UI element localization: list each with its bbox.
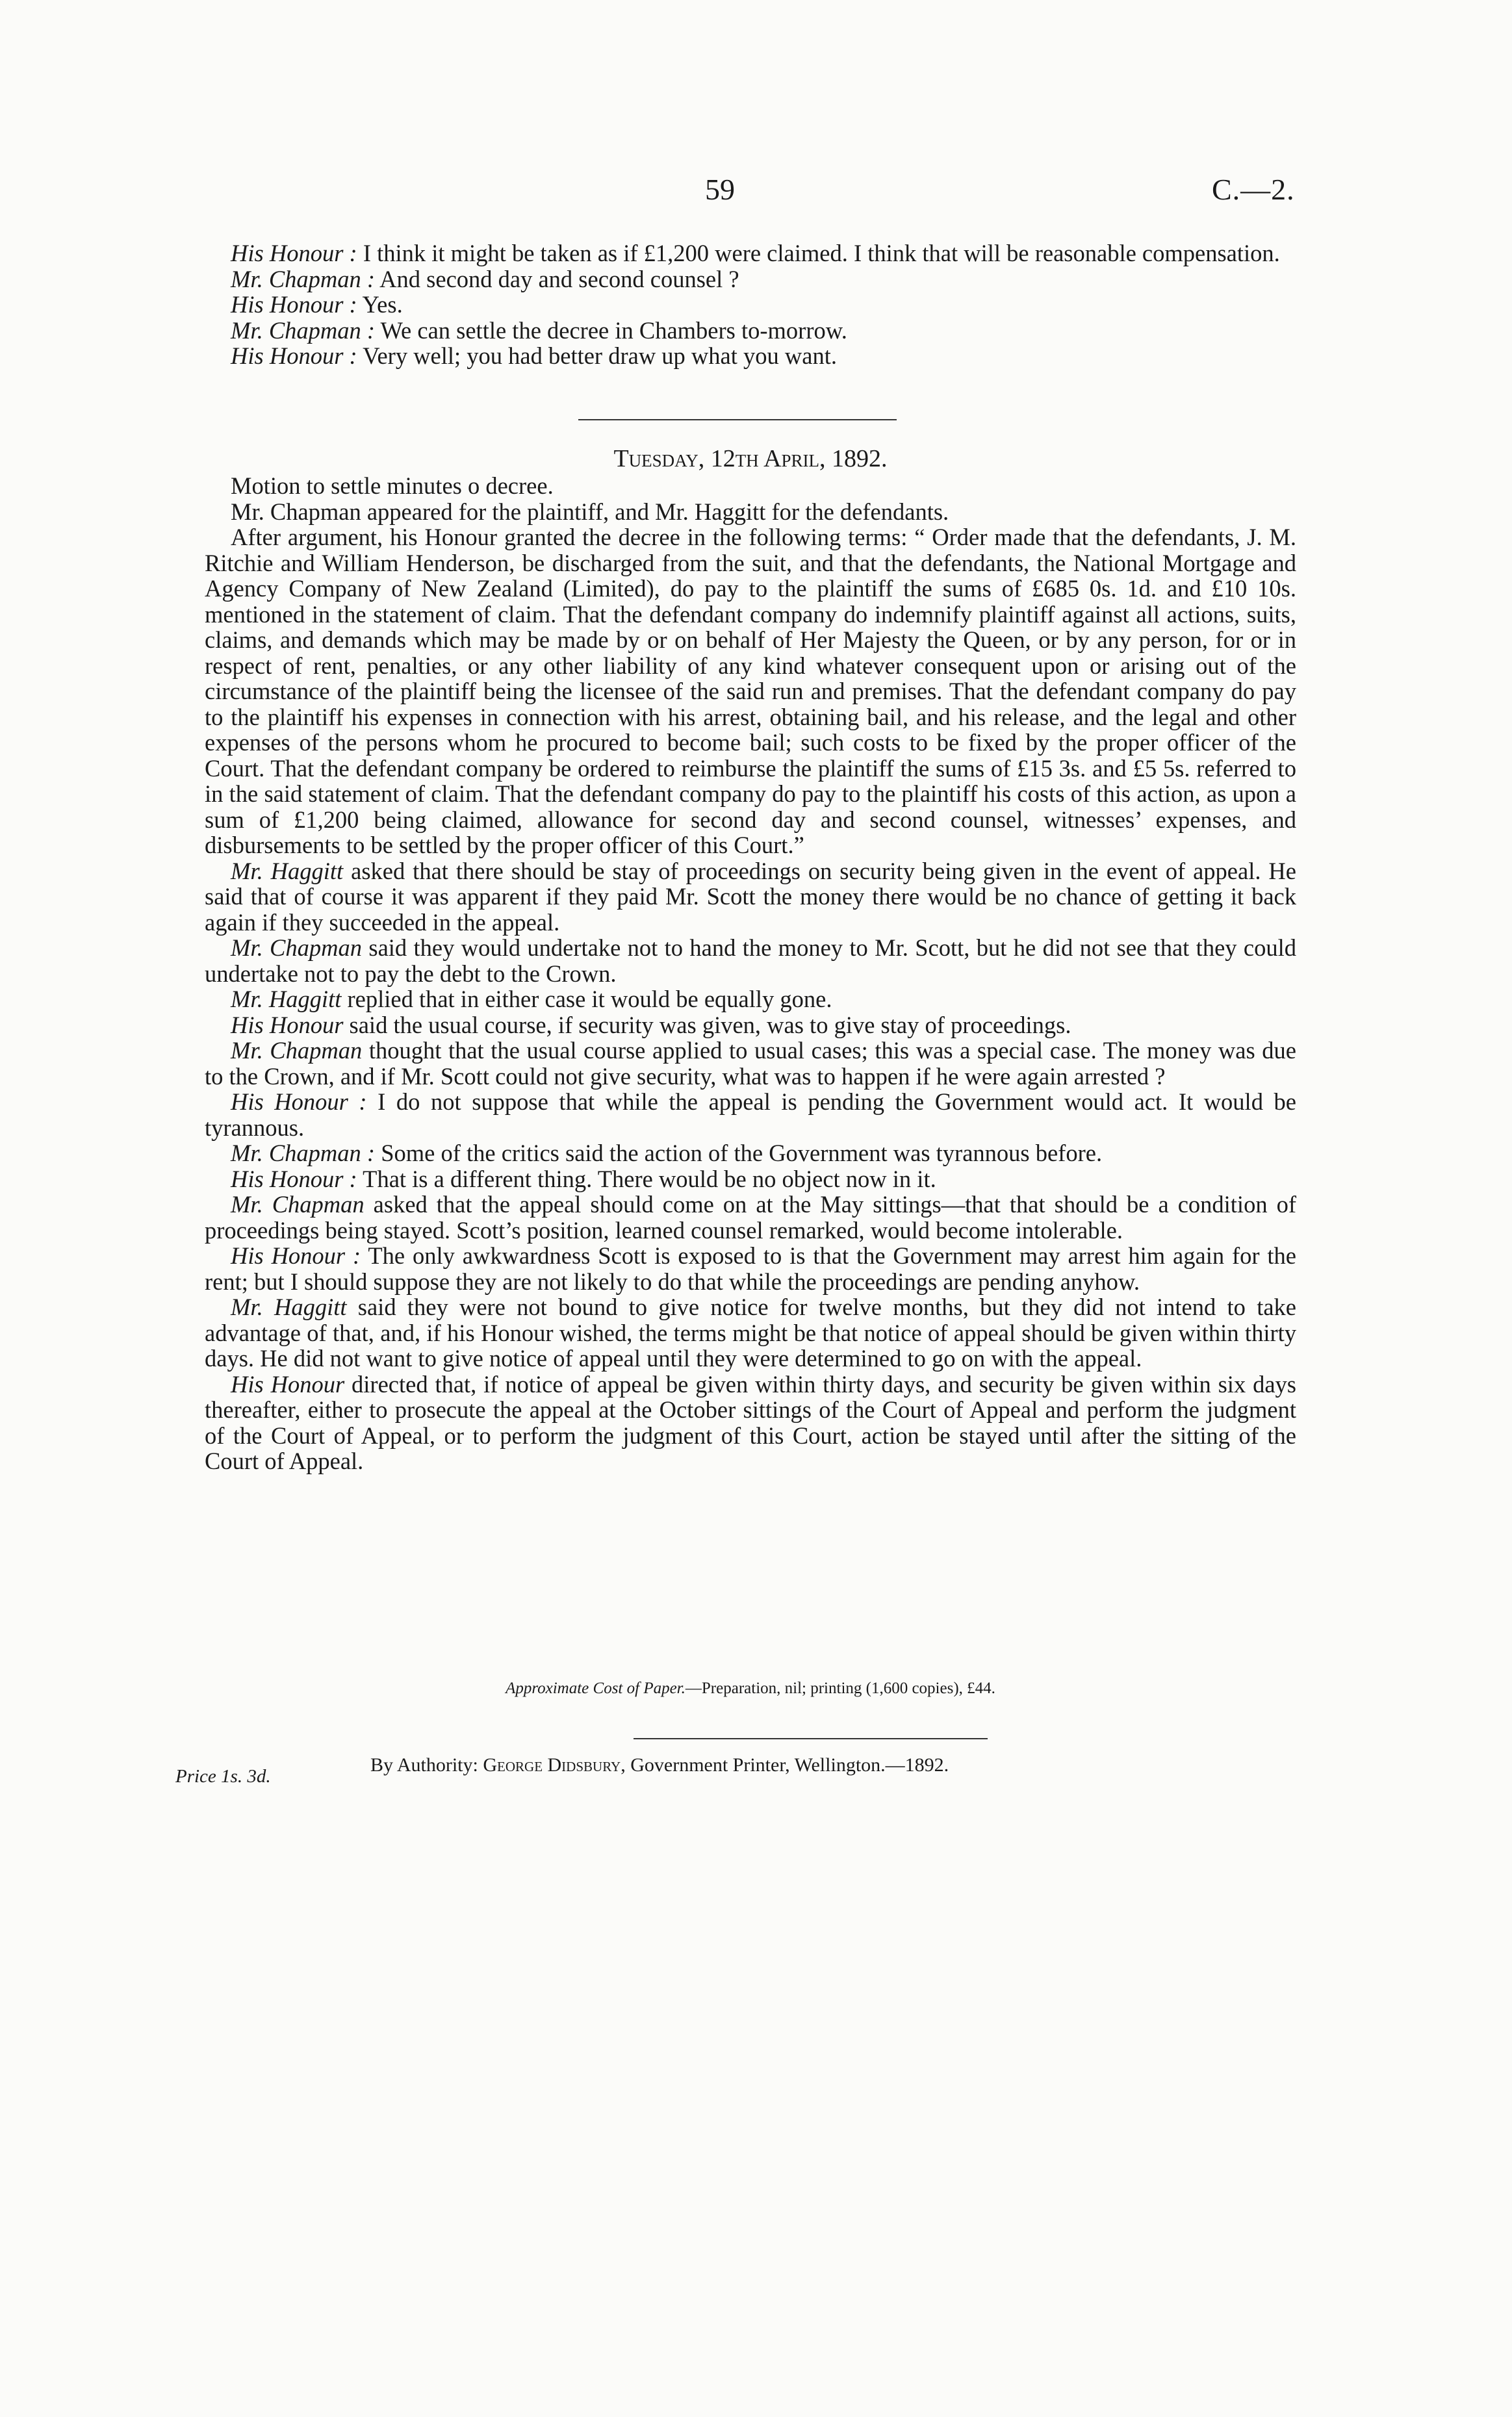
printer-authority [370, 1754, 949, 1776]
paragraph-text: Mr. Chapman appeared for the plaintiff, and Mr. Haggitt for the defendants. [231, 498, 949, 525]
paragraph [205, 499, 1296, 525]
section-divider [578, 419, 897, 420]
speaker-name: His Honour [231, 1011, 344, 1038]
paragraph-text: asked that there should be stay of proceedings on security being given in the event of appeal. He said that of course it was apparent if they paid Mr. Scott the money there would be no chance of getting it back again if they succeeded in the appeal. [205, 857, 1296, 936]
paragraph [205, 473, 1296, 499]
paragraph-text: Motion to settle minutes o decree. [231, 472, 554, 499]
speaker-name: His Honour : [231, 342, 357, 369]
paragraph [205, 318, 1296, 344]
speaker-name: Mr. Chapman : [231, 265, 376, 292]
speaker-name: His Honour : [231, 240, 357, 266]
document-reference: C.—2. [1212, 173, 1295, 206]
cost-label: Approximate Cost of Paper. [506, 1680, 686, 1697]
speaker-name: His Honour : [231, 1242, 361, 1269]
speaker-name: His Honour : [231, 1165, 357, 1192]
paragraph [205, 986, 1296, 1012]
printer-name: George Didsbury [483, 1754, 621, 1776]
speaker-name: Mr. Haggitt [231, 1294, 347, 1320]
paragraph-text: Yes. [357, 291, 403, 318]
speaker-name: His Honour [231, 1370, 345, 1398]
paragraph-text: thought that the usual course applied to usual cases; this was a special case. The money was due to the Crown, and if Mr. Scott could not give security, what was to happen if he were again arrested ? [205, 1037, 1296, 1090]
price-label: Price 1s. 3d. [175, 1766, 271, 1787]
paragraph [205, 292, 1296, 318]
paragraph [205, 343, 1296, 369]
paragraph-text: Very well; you had better draw up what you want. [357, 342, 837, 369]
authority-prefix: By Authority: [370, 1754, 483, 1776]
paragraph-text: said they were not bound to give notice for twelve months, but they did not intend to take advantage of that, and, if his Honour wished, the terms might be that notice of appeal should be given within thirty days. He did not want to give notice of appeal until they were determined to go on with the appeal. [205, 1294, 1296, 1372]
opening-dialogue [205, 240, 1296, 369]
paragraph [205, 1166, 1296, 1192]
speaker-name: Mr. Haggitt [231, 857, 344, 884]
speaker-name: His Honour : [231, 1088, 367, 1115]
paragraph [205, 1140, 1296, 1166]
paragraph [205, 524, 1296, 858]
paragraph-text: said the usual course, if security was given, was to give stay of proceedings. [343, 1011, 1071, 1038]
authority-suffix: , Government Printer, Wellington.—1892. [621, 1754, 949, 1776]
footer-divider [634, 1738, 988, 1739]
speaker-name: His Honour : [231, 291, 357, 318]
paragraph-text: We can settle the decree in Chambers to-morrow. [375, 316, 847, 344]
proceedings-body [205, 473, 1296, 1474]
paragraph [205, 1294, 1296, 1372]
paragraph [205, 266, 1296, 292]
paragraph [205, 1243, 1296, 1294]
paragraph [205, 1192, 1296, 1243]
paragraph [205, 1012, 1296, 1038]
speaker-name: Mr. Chapman : [231, 316, 376, 344]
paragraph-text: The only awkwardness Scott is exposed to is that the Government may arrest him again for the rent; but I should suppose they are not likely to do that while the proceedings are pending anyhow. [205, 1242, 1296, 1295]
approximate-cost-line [205, 1680, 1296, 1698]
paragraph-text: That is a different thing. There would be no object now in it. [357, 1165, 936, 1192]
paragraph [205, 1372, 1296, 1474]
date-heading: Tuesday, 12th April, 1892. [613, 445, 888, 472]
speaker-name: Mr. Chapman [231, 1191, 365, 1218]
speaker-name: Mr. Chapman [231, 1037, 363, 1064]
paragraph-text: directed that, if notice of appeal be given within thirty days, and security be given within six days thereafter, either to prosecute the appeal at the October sittings of the Court of Appeal and perform the judgment of the Court of Appeal, or to perform the judgment of this Court, action be stayed until after the sitting of the Court of Appeal. [205, 1370, 1296, 1474]
paragraph [205, 935, 1296, 986]
paragraph-text: asked that the appeal should come on at the May sittings—that that should be a condition of proceedings being stayed. Scott’s position, learned counsel remarked, would become intolerable. [205, 1191, 1296, 1244]
paragraph [205, 1089, 1296, 1140]
speaker-name: Mr. Chapman : [231, 1140, 376, 1166]
paragraph-text: Some of the critics said the action of the Government was tyrannous before. [375, 1140, 1103, 1166]
speaker-name: Mr. Haggitt [231, 986, 342, 1012]
page-number: 59 [705, 173, 735, 206]
speaker-name: Mr. Chapman [231, 934, 363, 961]
paragraph-text: said they would undertake not to hand the money to Mr. Scott, but he did not see that they could undertake not to pay the debt to the Crown. [205, 934, 1296, 987]
paragraph [205, 858, 1296, 936]
paragraph-text: I think it might be taken as if £1,200 were claimed. I think that will be reasonable compensation. [357, 240, 1280, 266]
paragraph [205, 240, 1296, 266]
paragraph-text: After argument, his Honour granted the decree in the following terms: “ Order made that the defendants, J. M. Ritchie and William Henderson, be discharged from the suit, and that the defendants, the National Mortgage and Agency Company of New Zealand (Limited), do pay to the plaintiff the sums of £685 0s. 1d. and £10 10s. mentioned in the statement of claim. That the defendant company do indemnify plaintiff against all actions, suits, claims, and demands which may be made by or on behalf of Her Majesty the Queen, or by any person, for or in respect of rent, penalties, or any other liability of any kind whatever consequent upon or arising out of the circumstance of the plaintiff being the licensee of the said run and premises. That the defendant company do pay to the plaintiff his expenses in connection with his arrest, obtaining bail, and his release, and the legal and other expenses of the persons whom he procured to become bail; such costs to be fixed by the proper officer of the Court. That the defendant company be ordered to reimburse the plaintiff the sums of £15 3s. and £5 5s. referred to in the said statement of claim. That the defendant company do pay to the plaintiff his costs of this action, as upon a sum of £1,200 being claimed, allowance for second day and second counsel, witnesses’ expenses, and disbursements to be settled by the proper officer of this Court.” [205, 524, 1296, 858]
cost-text: —Preparation, nil; printing (1,600 copies), £44. [685, 1680, 995, 1697]
paragraph [205, 1038, 1296, 1089]
paragraph-text: And second day and second counsel ? [375, 265, 739, 292]
paragraph-text: replied that in either case it would be equally gone. [341, 986, 832, 1012]
paragraph-text: I do not suppose that while the appeal is pending the Government would act. It would be tyrannous. [205, 1088, 1296, 1141]
